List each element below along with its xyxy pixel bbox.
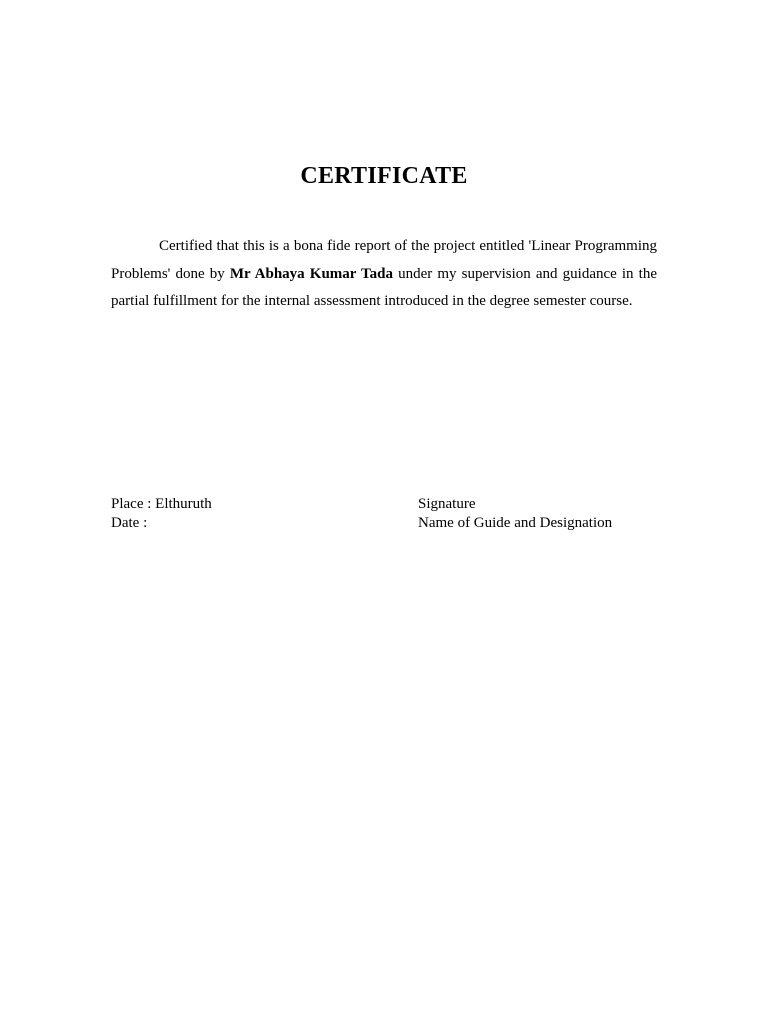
student-name: Mr Abhaya Kumar Tada [229, 265, 393, 282]
date-field: Date : [111, 515, 148, 531]
paragraph-text-after-name: under my supervision and guidance in the partial fulfillment for the internal assessment introduced in the degree semester course. [111, 265, 657, 309]
signature-label: Signature [418, 496, 476, 512]
certificate-paragraph [111, 233, 657, 316]
guide-designation-label: Name of Guide and Designation [418, 515, 613, 531]
certificate-title: CERTIFICATE [300, 163, 468, 189]
place-field: Place : Elthuruth [111, 496, 212, 512]
paragraph-text-before-name: Certified that this is a bona fide report of the project entitled 'Linear Programming Problems' done by [111, 238, 657, 282]
